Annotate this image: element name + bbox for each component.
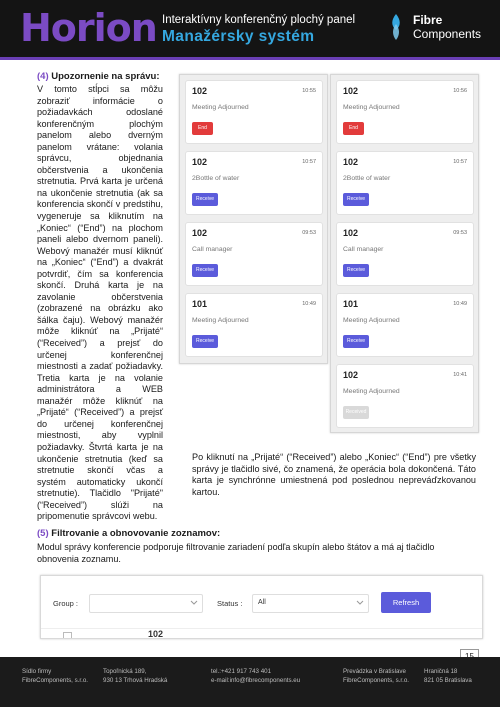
group-label: Group : <box>53 599 79 608</box>
card-time: 10:57 <box>302 159 316 165</box>
card-time: 09:53 <box>453 230 467 236</box>
card-time: 10:49 <box>453 301 467 307</box>
footer-col-5-line-1: Hraničná 18 <box>424 668 458 675</box>
footer-col-3-line-1: tel.:+421 917 743 401 <box>211 668 272 675</box>
message-card <box>336 293 474 357</box>
refresh-button[interactable]: Refresh <box>381 592 431 613</box>
device-icon <box>63 632 72 639</box>
card-time: 09:53 <box>302 230 316 236</box>
footer-col-3-line-2: e-mail:info@fibrecomponents.eu <box>211 676 301 684</box>
card-message: Call manager <box>192 246 233 253</box>
card-message: 2Bottle of water <box>192 175 240 182</box>
card-room: 102 <box>343 157 359 167</box>
footer-col-4-line-2: FibreComponents, s.r.o. <box>343 676 410 684</box>
card-room: 102 <box>192 86 208 96</box>
section5-heading <box>37 528 220 539</box>
footer-col-4-line-1: Prevádzka v Bratislave <box>343 668 406 675</box>
footer-col-2 <box>103 668 167 685</box>
footer-col-1 <box>22 668 88 685</box>
section5-body: Modul správy konferencie podporuje filtrovanie zariadení podľa skupín alebo štátov a má aj tlačidlo obnovenia zoznamu. <box>37 542 435 564</box>
end-button[interactable]: End <box>192 122 213 135</box>
status-label: Status : <box>217 599 243 608</box>
group-select[interactable] <box>89 594 203 613</box>
status-select-value: All <box>258 599 266 606</box>
card-time: 10:57 <box>453 159 467 165</box>
card-time: 10:41 <box>453 372 467 378</box>
card-room: 102 <box>192 157 208 167</box>
footer-col-1-line-1: Sídlo firmy <box>22 668 52 675</box>
receive-button[interactable]: Receive <box>343 193 369 206</box>
card-message: Call manager <box>343 246 384 253</box>
card-room: 101 <box>192 299 208 309</box>
card-room: 102 <box>343 86 359 96</box>
received-button-disabled: Received <box>343 406 369 419</box>
card-message: Meeting Adjourned <box>192 317 249 324</box>
footer-col-5-line-2: 821 05 Bratislava <box>424 676 472 684</box>
receive-button[interactable]: Receive <box>192 264 218 277</box>
fibre-logo-icon <box>385 12 407 42</box>
device-row-partial <box>41 628 482 639</box>
message-card <box>185 80 323 144</box>
message-card <box>336 222 474 286</box>
card-room: 101 <box>343 299 359 309</box>
section5-number: (5) <box>37 528 49 539</box>
card-room: 102 <box>343 370 359 380</box>
card-message: Meeting Adjourned <box>343 388 400 395</box>
footer-col-3 <box>211 668 300 685</box>
header-title: Interaktívny konferenčný plochý panel <box>162 14 356 26</box>
header-subtitle: Manažérsky systém <box>162 28 315 45</box>
after-click-text: Po kliknutí na „Prijaté“ (“Received”) alebo „Koniec“ (“End”) pre všetky správy je tlačidlo sivé, čo znamená, že operácia bola dokončená. Táto karta je synchrónne umiestnená pod poslednou nepreváďzkovanou kartou. <box>192 452 476 498</box>
message-card <box>336 80 474 144</box>
status-select[interactable] <box>252 594 369 613</box>
card-message: Meeting Adjourned <box>343 317 400 324</box>
end-button[interactable]: End <box>343 122 364 135</box>
card-room: 102 <box>192 228 208 238</box>
company-name: Fibre <box>413 13 443 27</box>
message-card <box>185 151 323 215</box>
horion-logo: Horion <box>20 6 157 50</box>
chevron-down-icon <box>190 598 198 606</box>
section4-number: (4) <box>37 71 49 82</box>
message-card <box>185 222 323 286</box>
card-time: 10:56 <box>453 88 467 94</box>
receive-button[interactable]: Receive <box>192 193 218 206</box>
receive-button[interactable]: Receive <box>343 264 369 277</box>
card-message: 2Bottle of water <box>343 175 391 182</box>
footer-col-1-line-2: FibreComponents, s.r.o. <box>22 676 89 684</box>
card-room: 102 <box>343 228 359 238</box>
message-card <box>185 293 323 357</box>
receive-button[interactable]: Receive <box>343 335 369 348</box>
header-accent-line <box>0 57 500 60</box>
footer-col-2-line-2: 930 13 Trhová Hradská <box>103 676 168 684</box>
chevron-down-icon <box>356 598 364 606</box>
card-message: Meeting Adjourned <box>192 104 249 111</box>
message-panel-after <box>330 74 479 433</box>
footer-col-2-line-1: Topoľnická 189, <box>103 668 147 675</box>
card-time: 10:49 <box>302 301 316 307</box>
footer-col-5 <box>424 668 472 685</box>
card-time: 10:55 <box>302 88 316 94</box>
message-card <box>336 364 474 428</box>
receive-button[interactable]: Receive <box>192 335 218 348</box>
section4-column <box>37 71 163 523</box>
company-subname: Components <box>413 27 482 41</box>
footer-col-4 <box>343 668 409 685</box>
section4-body: V tomto stĺpci sa môžu zobraziť informácie o požiadavkách odoslané konferenčným plochým panelom alebo dverným panelom vrátane: volania správcu, objednania občerstvenia a ukončenia stretnutia. Prvá karta je určená na ukončenie stretnutia (ak sa konferencia skončí v predstihu, vygeneruje sa kliknutím na „Koniec“ (“End”) na plochom paneli alebo dvernom paneli). Webový manažér musí kliknúť na „Koniec“ (“End”) a dvakrát potvrdiť, čím sa konferencia skončí. Druhá karta je na zavolanie občerstvenia (zobrazené na obrázku ako šálka čaju). Webový manažér môže kliknúť na „Prijaté“ (“Received”) a prejsť do určenej konferenčnej miestnosti a zadať požiadavky. Tretia karta je na volanie administrátora a WEB manažér môže kliknúť na „Prijaté“ (“Received”) a prejsť do určenej konferenčnej miestnosti, aby vyplnil požiadavky. Štvrtá karta je na ukončenie stretnutia (keď sa stretnutie skončí včas a systém automaticky ukončí stretnutie). Tlačidlo "Prijaté" (“Received”) slúži na pripomenutie správcovi webu. <box>37 84 163 522</box>
filter-bar-screenshot <box>40 575 483 639</box>
section5-title: Filtrovanie a obnovovanie zoznamov: <box>51 528 221 539</box>
section4-heading <box>37 71 163 82</box>
card-message: Meeting Adjourned <box>343 104 400 111</box>
section4-title: Upozornenie na správu: <box>51 71 160 82</box>
device-room: 102 <box>148 629 164 639</box>
message-panel-before <box>179 74 328 364</box>
message-card <box>336 151 474 215</box>
